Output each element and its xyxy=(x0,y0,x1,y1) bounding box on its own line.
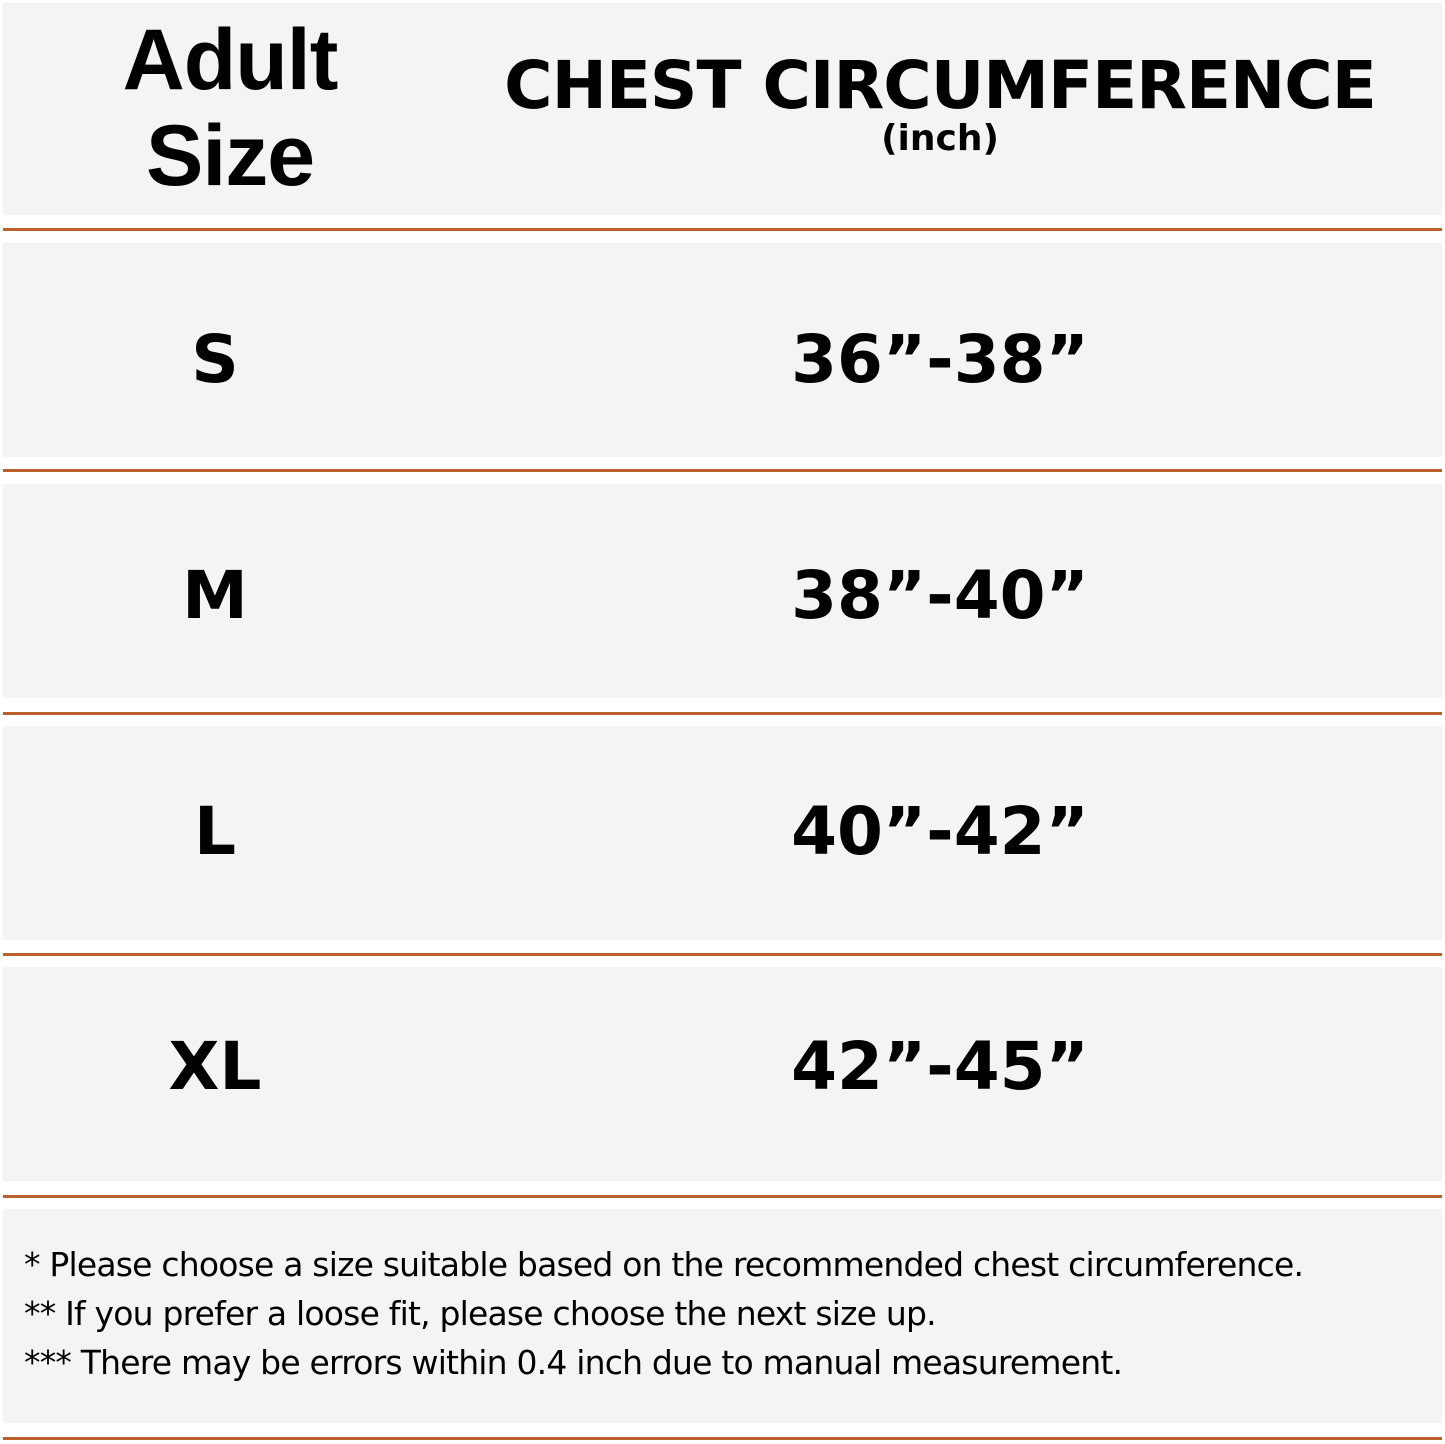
note-item: *** There may be errors within 0.4 inch due to manual measurement. xyxy=(24,1343,1123,1382)
divider-line xyxy=(3,712,1442,715)
note-item: * Please choose a size suitable based on the recommended chest circumference. xyxy=(24,1245,1304,1284)
chest-unit-label: (inch) xyxy=(881,118,999,159)
size-header-line2: Size xyxy=(145,108,315,204)
divider-line xyxy=(3,228,1442,231)
size-header-line1: Adult xyxy=(122,12,338,108)
divider-line xyxy=(3,1195,1442,1198)
notes-list xyxy=(24,1240,1434,1387)
size-cell: L xyxy=(193,793,237,870)
chest-column-header: CHEST CIRCUMFERENCE xyxy=(504,47,1376,124)
divider-line xyxy=(3,953,1442,956)
range-cell: 38”-40” xyxy=(791,557,1089,634)
range-cell: 36”-38” xyxy=(791,321,1089,398)
size-cell: S xyxy=(191,321,239,398)
range-cell: 40”-42” xyxy=(791,793,1089,870)
divider-line xyxy=(3,1437,1442,1440)
size-cell: XL xyxy=(168,1028,262,1105)
size-cell: M xyxy=(182,557,248,634)
size-column-header xyxy=(100,12,360,204)
note-item: ** If you prefer a loose fit, please choose the next size up. xyxy=(24,1294,936,1333)
range-cell: 42”-45” xyxy=(791,1028,1089,1105)
divider-line xyxy=(3,469,1442,472)
